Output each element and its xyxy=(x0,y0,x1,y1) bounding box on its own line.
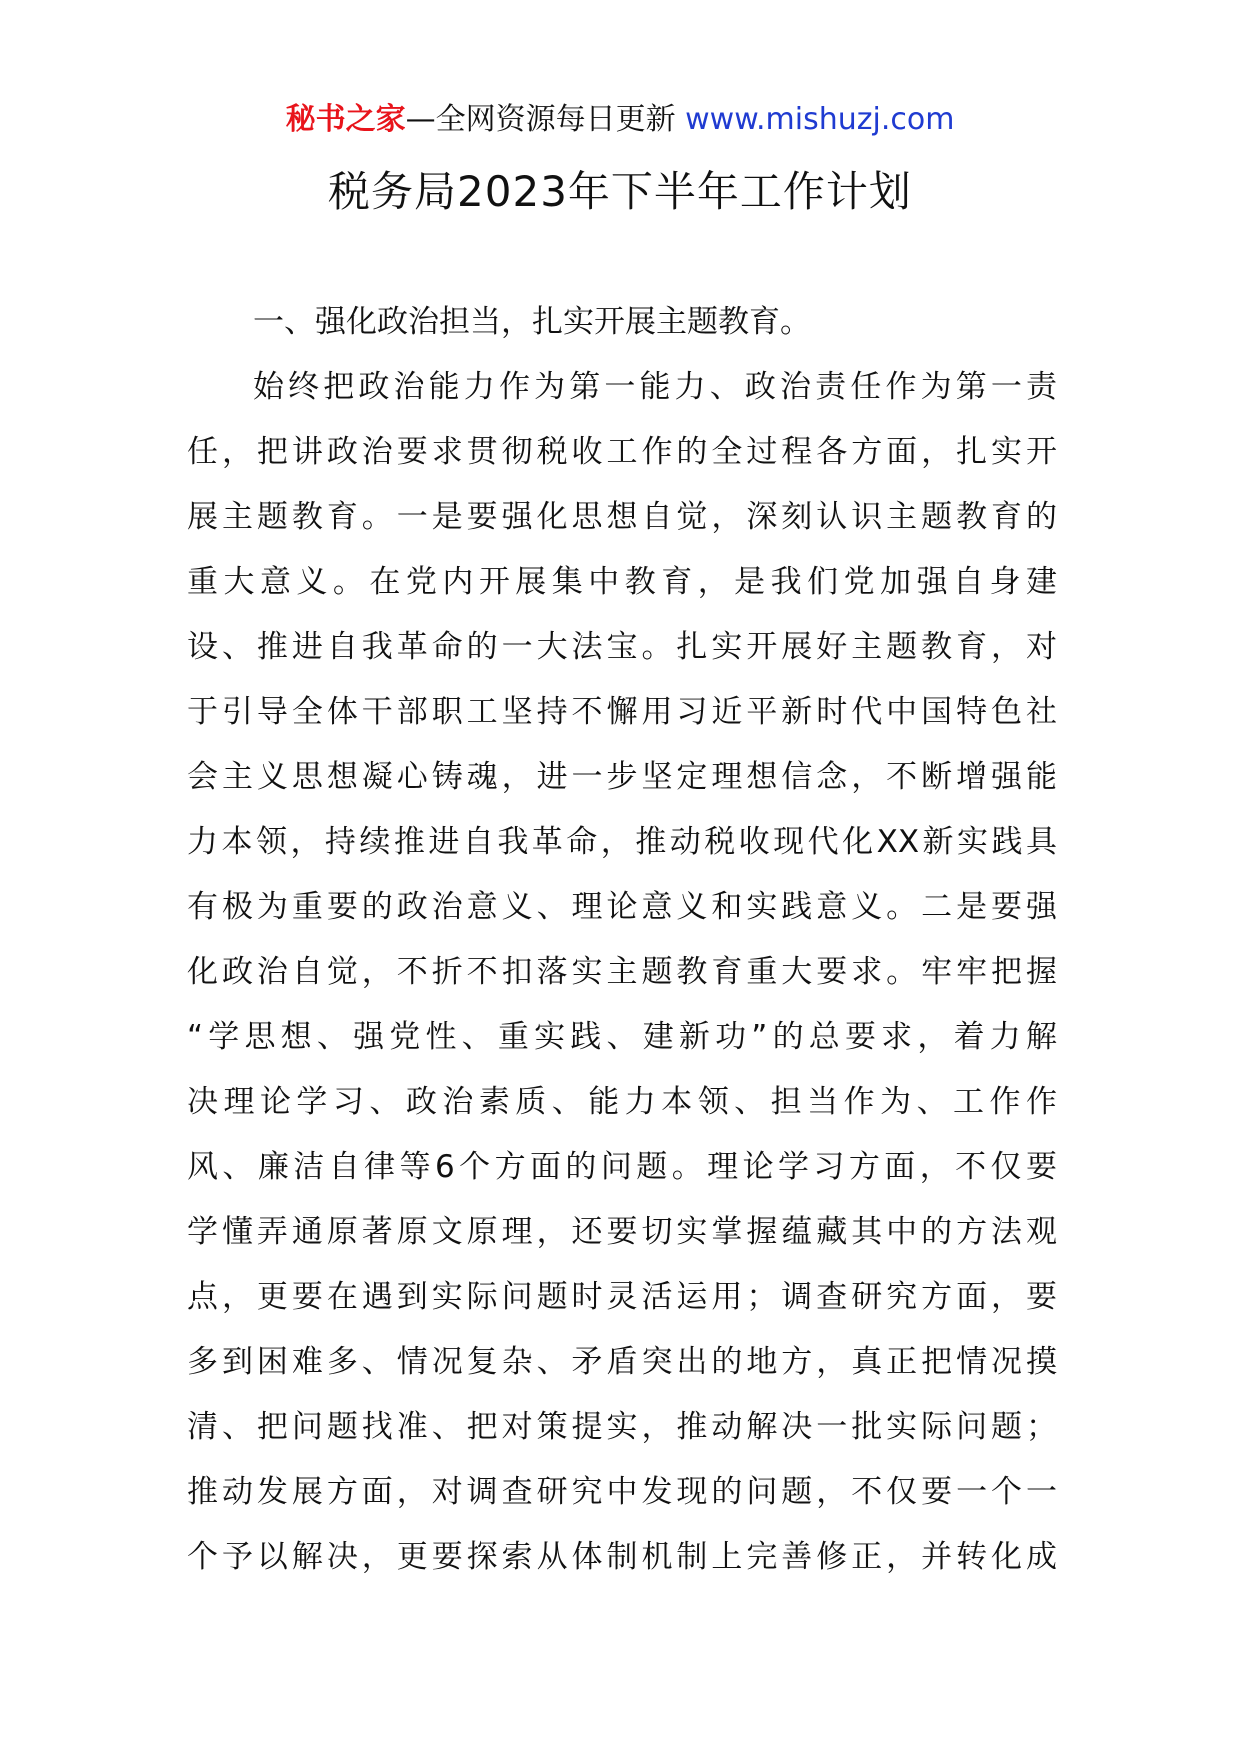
paragraph-line: 于引导全体干部职工坚持不懈用习近平新时代中国特色社 xyxy=(187,694,1057,730)
paragraph-line: “学思想、强党性、重实践、建新功”的总要求，着力解 xyxy=(187,1019,1057,1055)
paragraph-line: 力本领，持续推进自我革命，推动税收现代化XX新实践具 xyxy=(187,824,1057,860)
document-body xyxy=(187,290,1057,1590)
paragraph-line: 重大意义。在党内开展集中教育，是我们党加强自身建 xyxy=(187,564,1057,600)
paragraph-line: 有极为重要的政治意义、理论意义和实践意义。二是要强 xyxy=(187,889,1057,925)
paragraph-line: 推动发展方面，对调查研究中发现的问题，不仅要一个一 xyxy=(187,1474,1057,1510)
paragraph-line: 展主题教育。一是要强化思想自觉，深刻认识主题教育的 xyxy=(187,499,1057,535)
document-title: 税务局2023年下半年工作计划 xyxy=(328,167,912,216)
paragraph-line: 始终把政治能力作为第一能力、政治责任作为第一责 xyxy=(253,369,1057,405)
site-url-link[interactable]: www.mishuzj.com xyxy=(685,102,955,137)
section-heading: 一、强化政治担当，扎实开展主题教育。 xyxy=(253,304,811,340)
site-header xyxy=(0,100,1240,140)
paragraph-line: 化政治自觉，不折不扣落实主题教育重大要求。牢牢把握 xyxy=(187,954,1057,990)
paragraph-line: 任，把讲政治要求贯彻税收工作的全过程各方面，扎实开 xyxy=(187,434,1057,470)
paragraph-line: 多到困难多、情况复杂、矛盾突出的地方，真正把情况摸 xyxy=(187,1344,1057,1380)
paragraph-line: 设、推进自我革命的一大法宝。扎实开展好主题教育，对 xyxy=(187,629,1057,665)
paragraph-line: 风、廉洁自律等6个方面的问题。理论学习方面，不仅要 xyxy=(187,1149,1057,1185)
paragraph-line: 会主义思想凝心铸魂，进一步坚定理想信念，不断增强能 xyxy=(187,759,1057,795)
paragraph-line: 学懂弄通原著原文原理，还要切实掌握蕴藏其中的方法观 xyxy=(187,1214,1057,1250)
site-tagline: —全网资源每日更新 xyxy=(405,102,676,137)
paragraph-line: 决理论学习、政治素质、能力本领、担当作为、工作作 xyxy=(187,1084,1057,1120)
site-brand: 秘书之家 xyxy=(285,102,406,137)
paragraph-line: 点，更要在遇到实际问题时灵活运用；调查研究方面，要 xyxy=(187,1279,1057,1315)
paragraph-line: 清、把问题找准、把对策提实，推动解决一批实际问题； xyxy=(187,1409,1057,1445)
paragraph-line: 个予以解决，更要探索从体制机制上完善修正，并转化成 xyxy=(187,1539,1057,1575)
